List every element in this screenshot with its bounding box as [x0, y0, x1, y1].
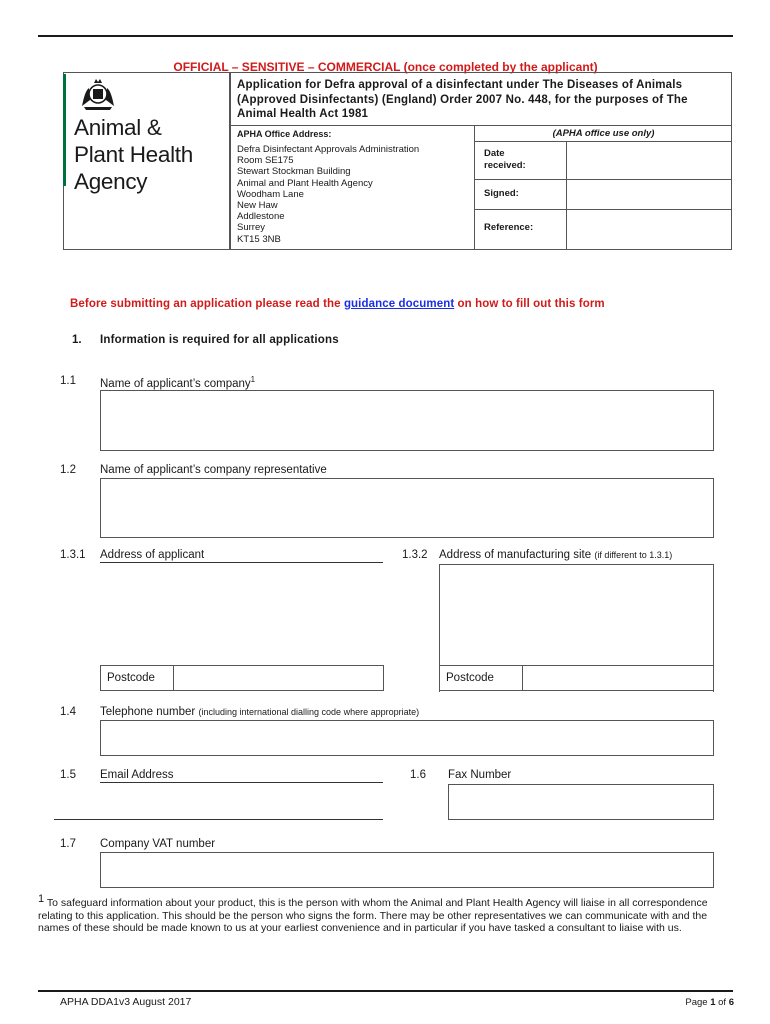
office-use-row-signed — [474, 180, 732, 210]
company-name-label — [100, 375, 713, 391]
telephone-field[interactable] — [100, 720, 714, 756]
company-name-field[interactable] — [100, 390, 714, 451]
email-field[interactable] — [54, 819, 383, 820]
form-title: Application for Defra approval of a disinfectant under The Diseases of Animals (Approved Disinfectants) (England) Order 2007 No. 448, for the purposes of The Animal Health Act 1981 — [237, 79, 688, 120]
office-address — [237, 144, 419, 245]
bottom-rule — [38, 990, 733, 992]
address-line: Stewart Stockman Building — [237, 166, 351, 178]
office-use-heading: (APHA office use only) — [552, 128, 655, 139]
office-use-cell-divider — [566, 180, 567, 209]
fax-label: Fax Number — [448, 769, 512, 781]
footnote-text: To safeguard information about your product, this is the person with whom the Animal and Plant Health Agency will liaise in all correspondence relating to this application. This should be the person who signs the form. There may be other representatives we can communicate with and the names of these should be made known to us at your earliest convenience and in particular if you have tasked a consultant to liaise with us. — [38, 897, 708, 934]
manufacturing-site-text: Address of manufacturing site — [439, 549, 592, 561]
logo-accent-bar — [63, 74, 66, 186]
question-number: 1.4 — [60, 706, 76, 718]
guidance-document-link[interactable]: guidance document — [343, 298, 455, 310]
address-label: APHA Office Address: — [237, 129, 332, 139]
page-current: 1 — [710, 997, 716, 1008]
footnote-ref: 1 — [250, 375, 256, 384]
question-number: 1.2 — [60, 464, 76, 476]
fax-field[interactable] — [448, 784, 714, 820]
section-title: Information is required for all applications — [100, 334, 339, 346]
office-use-cell-divider — [566, 141, 567, 179]
address-line: New Haw — [237, 200, 278, 212]
question-number: 1.5 — [60, 769, 76, 781]
question-number: 1.7 — [60, 838, 76, 850]
office-use-row-date — [474, 141, 732, 180]
email-label: Email Address — [100, 769, 383, 783]
address-line: Addlestone — [237, 211, 285, 223]
address-line: Defra Disinfectant Approvals Administration — [237, 144, 420, 155]
postcode-label: Postcode — [107, 672, 155, 684]
telephone-note: (including international dialling code where appropriate) — [198, 707, 420, 717]
telephone-label — [100, 706, 713, 719]
representative-name-field[interactable] — [100, 478, 714, 538]
signed-label: Signed: — [484, 188, 519, 199]
footnote-number: 1 — [38, 893, 45, 905]
page-total: 6 — [728, 997, 734, 1008]
representative-name-label: Name of applicant’s company representative — [100, 464, 327, 476]
manufacturing-postcode-field[interactable] — [439, 665, 714, 691]
classification-banner: OFFICIAL – SENSITIVE – COMMERCIAL (once completed by the applicant) — [173, 60, 598, 74]
agency-line: Agency — [74, 169, 148, 194]
postcode-label: Postcode — [446, 672, 494, 684]
applicant-postcode-field[interactable] — [100, 665, 384, 691]
guidance-text-after: on how to fill out this form — [454, 298, 605, 310]
applicant-address-label: Address of applicant — [100, 549, 383, 563]
document-reference: APHA DDA1v3 August 2017 — [60, 996, 192, 1008]
footnote — [38, 893, 733, 935]
header-divider — [230, 125, 732, 126]
address-line: Animal and Plant Health Agency — [237, 177, 373, 189]
reference-label: Reference: — [484, 222, 534, 233]
agency-line: Animal & — [74, 115, 162, 140]
office-use-cell-divider — [566, 210, 567, 250]
company-name-text: Name of applicant’s company — [100, 377, 251, 390]
address-line: KT15 3NB — [237, 233, 281, 245]
address-line: Woodham Lane — [237, 188, 304, 200]
vat-field[interactable] — [100, 852, 714, 888]
postcode-divider — [173, 666, 174, 690]
date-received-label: Date received: — [484, 148, 526, 171]
question-number: 1.3.1 — [60, 549, 86, 561]
page-number — [685, 997, 734, 1008]
royal-crest-icon — [78, 76, 118, 112]
agency-name — [74, 114, 193, 195]
top-rule — [38, 35, 733, 37]
question-number: 1.6 — [410, 769, 426, 781]
section-number: 1. — [72, 334, 82, 346]
guidance-notice — [70, 298, 605, 310]
manufacturing-site-label — [439, 549, 714, 562]
guidance-text-before: Before submitting an application please read the — [70, 298, 344, 310]
agency-line: Plant Health — [74, 142, 193, 167]
vat-label: Company VAT number — [100, 838, 216, 850]
postcode-divider — [522, 666, 523, 690]
telephone-text: Telephone number — [100, 706, 196, 718]
question-number: 1.1 — [60, 375, 76, 387]
manufacturing-site-note: (if different to 1.3.1) — [594, 550, 673, 560]
page-prefix: Page — [685, 997, 711, 1008]
address-line: Room SE175 — [237, 155, 294, 167]
address-line: Surrey — [237, 222, 265, 234]
page-of: of — [715, 997, 729, 1008]
question-number: 1.3.2 — [402, 549, 428, 561]
office-use-row-reference — [474, 210, 732, 250]
